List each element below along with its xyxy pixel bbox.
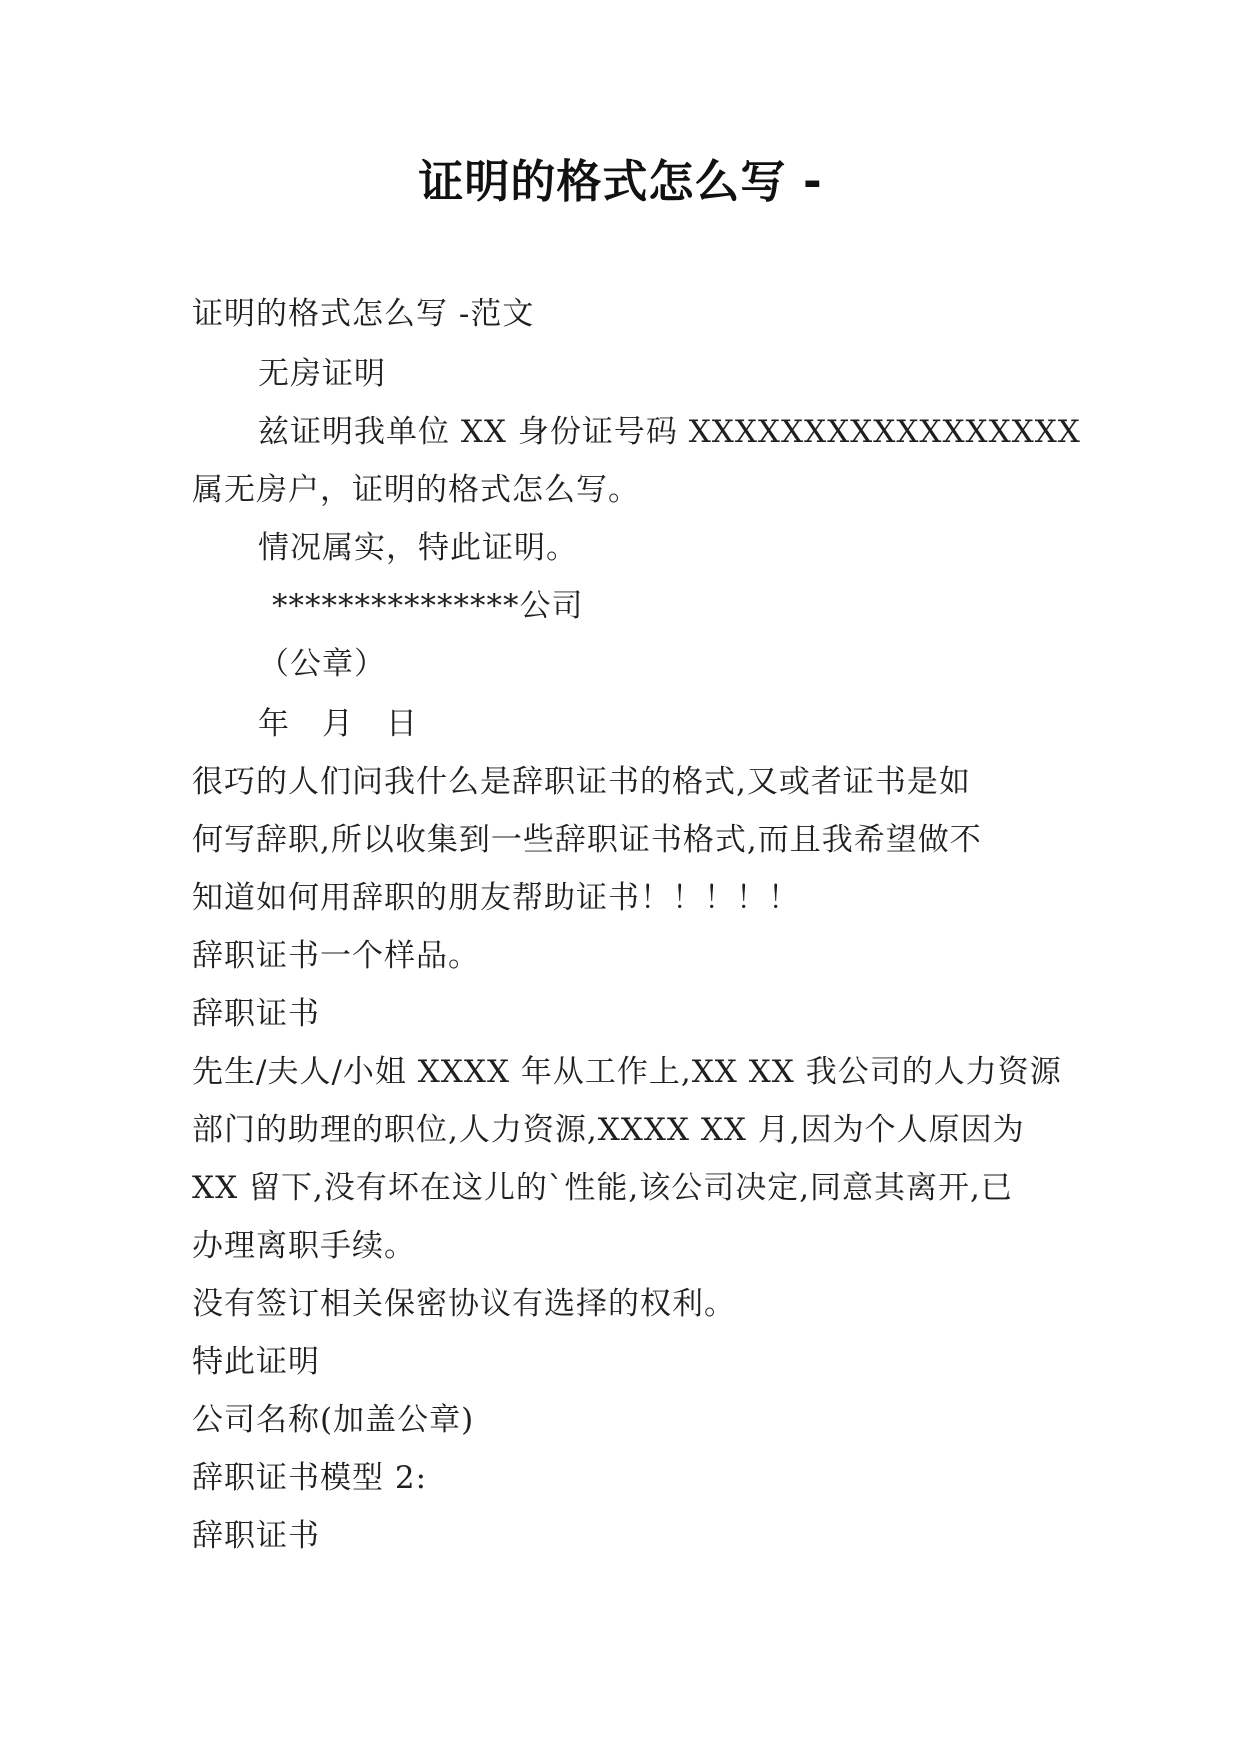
body-line: 情况属实，特此证明。 — [258, 530, 578, 566]
body-line: 兹证明我单位 XX 身份证号码 XXXXXXXXXXXXXXXXX — [258, 414, 1081, 450]
document-title: 证明的格式怎么写 - — [418, 155, 823, 208]
paragraph-line: 先生/夫人/小姐 XXXX 年从工作上,XX XX 我公司的人力资源 — [192, 1054, 1062, 1090]
company-line: ***************公司 — [272, 588, 584, 624]
body-line: 公司名称(加盖公章) — [192, 1402, 475, 1438]
paragraph-line: 很巧的人们问我什么是辞职证书的格式,又或者证书是如 — [192, 764, 971, 800]
heading-resignation: 辞职证书 — [192, 1518, 320, 1554]
paragraph-line: XX 留下,没有坏在这儿的`性能,该公司决定,同意其离开,已 — [192, 1170, 1013, 1206]
body-line: 没有签订相关保密协议有选择的权利。 — [192, 1286, 736, 1322]
heading-resignation: 辞职证书 — [192, 996, 320, 1032]
date-line: 年 月 日 — [258, 706, 418, 742]
paragraph-line: 何写辞职,所以收集到一些辞职证书格式,而且我希望做不 — [192, 822, 982, 858]
body-line: 特此证明 — [192, 1344, 320, 1380]
subtitle-line: 证明的格式怎么写 -范文 — [192, 296, 535, 332]
paragraph-line: 部门的助理的职位,人力资源,XXXX XX 月,因为个人原因为 — [192, 1112, 1025, 1148]
body-line: 辞职证书一个样品。 — [192, 938, 480, 974]
heading-no-house: 无房证明 — [258, 356, 386, 392]
paragraph-line: 知道如何用辞职的朋友帮助证书！！！！！ — [192, 880, 800, 916]
body-line: 辞职证书模型 2: — [192, 1460, 428, 1496]
body-line: 属无房户，证明的格式怎么写。 — [192, 472, 640, 508]
paragraph-line: 办理离职手续。 — [192, 1228, 416, 1264]
seal-line: （公章） — [258, 646, 386, 682]
